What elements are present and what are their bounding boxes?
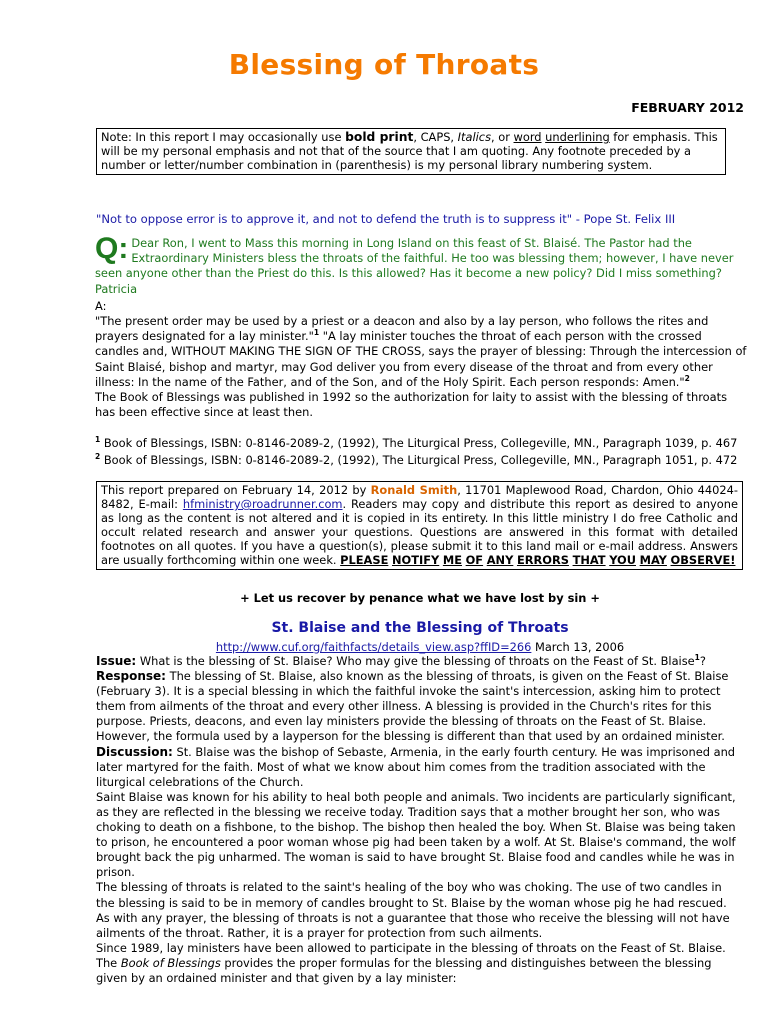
paragraph: Saint Blaise was known for his ability to heal both people and animals. Two incidents are particularly significant, as they are reflected in the blessing we receive today. Tradition says that a mother brought her son, who was choking to death on a fishbone, to the bishop. The bishop then healed the boy. When St. Blaise was being taken to prison, he encountered a poor woman whose pig had been taken by a wolf. At St. Blaise's command, the wolf brought back the pig unharmed. The woman is said to have brought St. Blaise food and candles while he was in prison.: [96, 789, 736, 880]
source-line: [0, 640, 768, 654]
answer-part: "The present order may be used by a priest or a deacon and also by a lay person, who follows the rites and prayers designated for a lay minister.": [95, 314, 709, 344]
question-answer: [95, 232, 747, 420]
discussion-paragraph: [96, 745, 744, 790]
discussion-text: St. Blaise was the bishop of Sebaste, Armenia, in the early fourth century. He was imprisoned and later martyred for the faith. Most of what we know about him comes from the tradition associated with the liturgical celebrations of the Church.: [96, 744, 736, 789]
email-link[interactable]: hfministry@roadrunner.com: [182, 497, 343, 511]
note-text: for emphasis. This will be my personal emphasis and not that of the source that I am quoting. Any footnote preceded by a number or letter/number combination in (parenthesis) is my personal library numbering system.: [101, 130, 718, 172]
answer-letter: A:: [95, 298, 107, 313]
notify-that: THAT: [572, 553, 606, 567]
report-text: , 11701 Maplewood Road, Chardon, Ohio 44024-8482, E-mail:: [101, 483, 738, 511]
notify-me: ME: [442, 553, 462, 567]
section-title: St. Blaise and the Blessing of Throats: [271, 620, 569, 636]
footnote-number: 1: [95, 435, 101, 445]
issue-end: ?: [699, 654, 706, 668]
source-url-link[interactable]: http://www.cuf.org/faithfacts/details_view.asp?ffID=266: [215, 640, 532, 654]
note-text: Note: In this report I may occasionally use: [101, 130, 346, 144]
issue-label: Issue:: [96, 654, 137, 668]
note-text: , CAPS,: [413, 130, 458, 144]
notify-may: MAY: [639, 553, 667, 567]
pope-quote: "Not to oppose error is to approve it, and not to defend the truth is to suppress it" - Pope St. Felix III: [96, 212, 676, 226]
discussion-label: Discussion:: [96, 744, 173, 759]
notify-notify: NOTIFY: [391, 553, 440, 567]
answer-part: "A lay minister touches the throat of each person with the crossed candles and, WITHOUT MAKING THE SIGN OF THE CROSS, says the prayer of blessing: Through the intercession of Saint Blaisé, bishop and martyr, may God deliver you from every disease of the throat and from every other illness: In the name of the Father, and of the Son, and of the Holy Spirit. Each person responds: Amen.": [95, 329, 747, 389]
notify-errors: ERRORS: [516, 553, 569, 567]
source-date: March 13, 2006: [531, 640, 625, 654]
question-text: Dear Ron, I went to Mass this morning in Long Island on this feast of St. Blaisé. The Pastor had the Extraordinary Ministers bless the throats of the faithful. He too was blessing them; however, I have never seen anyone other than the Priest do this. Is this allowed? Has it become a new policy? Did I miss something? Patricia: [95, 236, 734, 296]
footnote-ref: 1: [694, 653, 700, 663]
article-body: [96, 654, 744, 986]
answer-text: [95, 314, 747, 420]
report-text: This report prepared on February 14, 2012 by: [101, 483, 371, 497]
issue-paragraph: [96, 654, 744, 669]
note-text: , or: [491, 130, 514, 144]
paragraph-part: provides the proper formulas for the blessing and distinguishes between the blessing given by an ordained minister and that given by a lay minister:: [96, 955, 712, 985]
issue-text: What is the blessing of St. Blaise? Who may give the blessing of throats on the Feast of St. Blaise: [136, 654, 695, 668]
report-info-box: [96, 481, 743, 570]
notify-of: OF: [465, 553, 484, 567]
report-date: FEBRUARY 2012: [631, 100, 744, 115]
footnote-number: 2: [95, 452, 101, 462]
note-underlining: underlining: [545, 130, 610, 144]
notify-observe: OBSERVE!: [670, 553, 736, 567]
answer-part: The Book of Blessings was published in 1992 so the authorization for laity to assist with the blessing of throats has been effective since at least then.: [95, 390, 728, 420]
motto: + Let us recover by penance what we have lost by sin +: [240, 591, 600, 605]
footnote-ref: 2: [684, 374, 690, 384]
note-box: [96, 128, 726, 175]
page-title: Blessing of Throats: [228, 48, 540, 81]
notify-any: ANY: [486, 553, 514, 567]
note-word: word: [513, 130, 542, 144]
response-label: Response:: [96, 669, 166, 684]
q-letter: Q:: [95, 232, 129, 265]
footnote-ref: 1: [313, 328, 320, 338]
paragraph-part: Since 1989, lay ministers have been allowed to participate in the blessing of throats on the Feast of St. Blaise. The: [96, 940, 726, 970]
footnote-2: [95, 453, 747, 467]
note-italics: Italics: [457, 130, 492, 144]
response-paragraph: [96, 669, 744, 744]
notify-please: PLEASE: [340, 553, 389, 567]
response-text: The blessing of St. Blaise, also known as the blessing of throats, is given on the Feast of St. Blaise (February 3). It is a special blessing in which the faithful invoke the saint's intercession, asking him to protect them from ailments of the throat and every other illness. A blessing is provided in the Church's rites for this purpose. Priests, deacons, and even lay ministers provide the blessing of throats on the Feast of St. Blaise. However, the formula used by a layperson for the blessing is different than that used by an ordained minister.: [96, 669, 729, 744]
note-bold-print: bold print: [345, 130, 414, 144]
footnote-text: Book of Blessings, ISBN: 0-8146-2089-2, (1992), The Liturgical Press, Collegeville, MN., Paragraph 1051, p. 472: [100, 453, 738, 467]
notify-you: YOU: [609, 553, 636, 567]
report-text: . Readers may copy and distribute this report as desired to anyone as long as the content is not altered and it is copied in its entirety. In this little ministry I do free Catholic and occult related research and answer your questions. Questions are answered in this format with detailed footnotes on all quotes. If you have a question(s), please submit it to this land mail or e-mail address. Answers are usually forthcoming within one week.: [101, 497, 738, 567]
footnote-1: [95, 436, 747, 450]
paragraph: As with any prayer, the blessing of throats is not a guarantee that those who receive the blessing will not have ailments of the throat. Rather, it is a prayer for protection from such ailments.: [96, 910, 730, 940]
author-name: Ronald Smith: [370, 483, 458, 497]
book-title: Book of Blessings: [120, 955, 221, 970]
footnote-text: Book of Blessings, ISBN: 0-8146-2089-2, (1992), The Liturgical Press, Collegeville, MN., Paragraph 1039, p. 467: [100, 436, 738, 450]
paragraph: The blessing of throats is related to the saint's healing of the boy who was choking. The use of two candles in the blessing is said to be in memory of candles brought to St. Blaise by the woman whose pig he had rescued.: [96, 880, 727, 910]
paragraph: [96, 941, 744, 986]
